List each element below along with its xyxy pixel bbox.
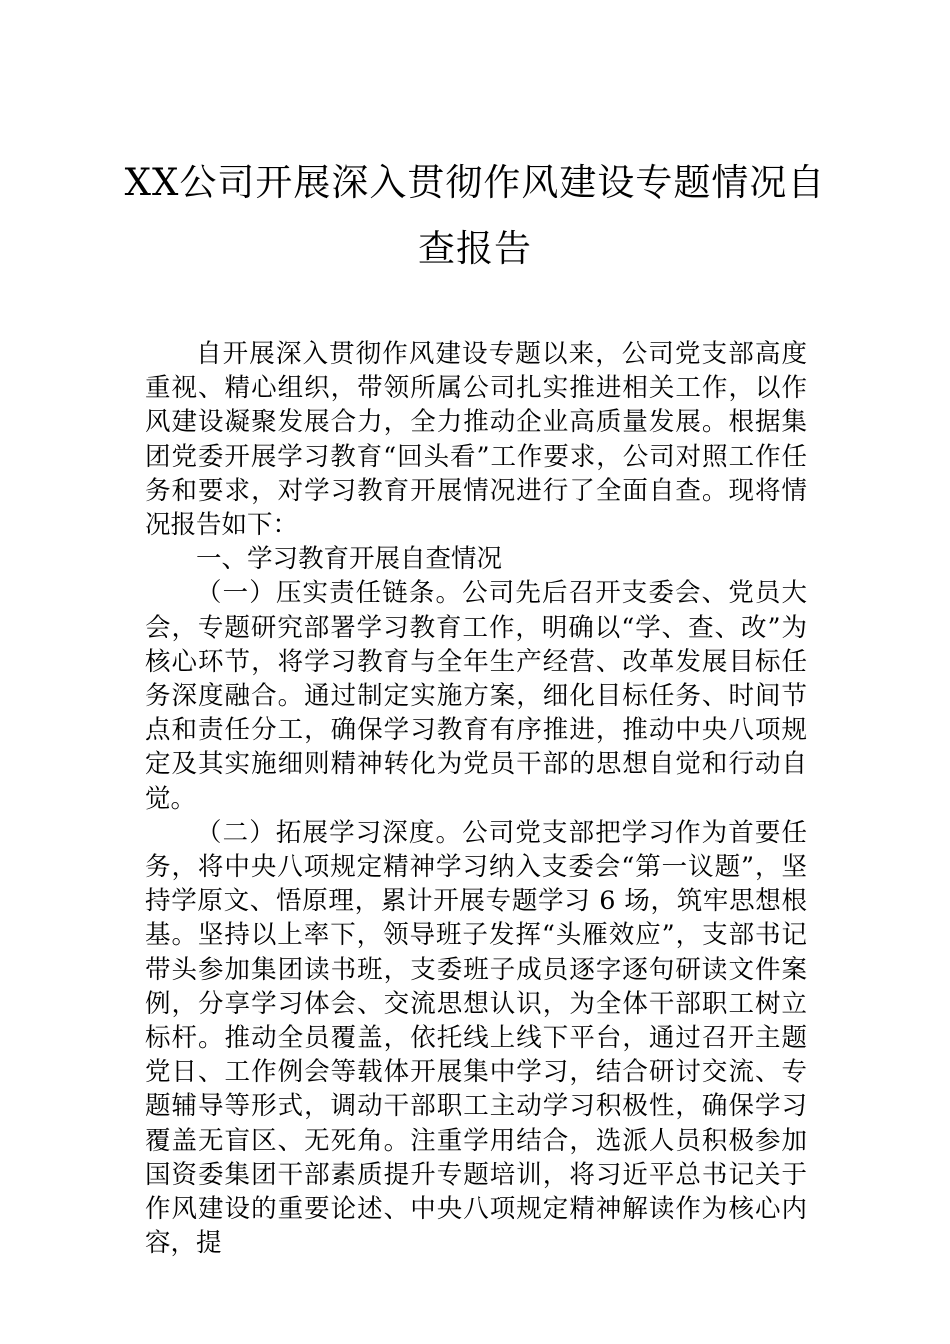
section-heading-1: 一、学习教育开展自查情况 — [196, 544, 503, 575]
paragraph-responsibility: （一）压实责任链条。公司先后召开支委会、党员大会，专题研究部署学习教育工作，明确以“学、查、改”为核心环节，将学习教育与全年生产经营、改革发展目标任务深度融合。通过制定实施方案，细化目标任务、时间节点和责任分工，确保学习教育有序推进，推动中央八项规定及其实施细则精神转化为党员干部的思想自觉和行动自觉。 — [145, 578, 807, 814]
paragraph-study-depth: （二）拓展学习深度。公司党支部把学习作为首要任务，将中央八项规定精神学习纳入支委会“第一议题”，坚持学原文、悟原理，累计开展专题学习 6 场，筑牢思想根基。坚持以上率下，领导班子发挥“头雁效应”，支部书记带头参加集团读书班，支委班子成员逐字逐句研读文件案例，分享学习体会、交流思想认识，为全体干部职工树立标杆。推动全员覆盖，依托线上线下平台，通过召开主题党日、工作例会等载体开展集中学习，结合研讨交流、专题辅导等形式，调动干部职工主动学习积极性，确保学习覆盖无盲区、无死角。注重学用结合，选派人员积极参加国资委集团干部素质提升专题培训，将习近平总书记关于作风建设的重要论述、中央八项规定精神解读作为核心内容，提 — [145, 817, 807, 1259]
document-body — [145, 337, 807, 1260]
document-title: XX公司开展深入贯彻作风建设专题情况自查报告 — [124, 161, 826, 270]
intro-paragraph: 自开展深入贯彻作风建设专题以来，公司党支部高度重视、精心组织，带领所属公司扎实推进相关工作，以作风建设凝聚发展合力，全力推动企业高质量发展。根据集团党委开展学习教育“回头看”工作要求，公司对照工作任务和要求，对学习教育开展情况进行了全面自查。现将情况报告如下： — [145, 339, 807, 541]
